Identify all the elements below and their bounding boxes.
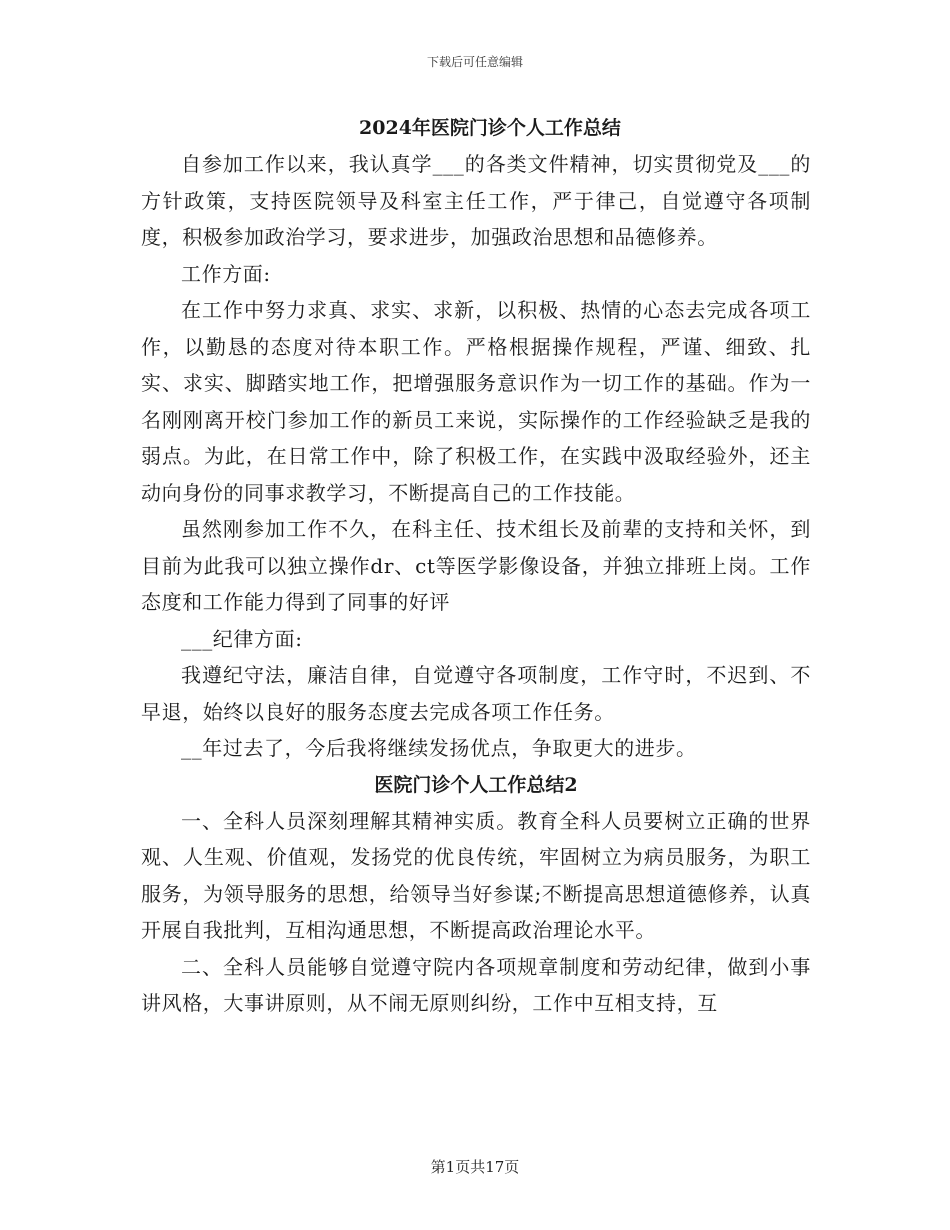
page-number: 第1页共17页 — [430, 1158, 520, 1176]
paragraph: 自参加工作以来，我认真学___的各类文件精神，切实贯彻党及___的方针政策，支持医院领导及科室主任工作，严于律己，自觉遵守各项制度，积极参加政治学习，要求进步，加强政治思想和品德修养。 — [141, 152, 811, 249]
section-title-2: 医院门诊个人工作总结2 — [374, 773, 578, 796]
document-body — [141, 110, 811, 1022]
paragraph: 在工作中努力求真、求实、求新，以积极、热情的心态去完成各项工作，以勤恳的态度对待本职工作。严格根据操作规程，严谨、细致、扎实、求实、脚踏实地工作，把增强服务意识作为一切工作的基础。作为一名刚刚离开校门参加工作的新员工来说，实际操作的工作经验缺乏是我的弱点。为此，在日常工作中，除了积极工作，在实践中汲取经验外，还主动向身份的同事求教学习，不断提高自己的工作技能。 — [141, 298, 811, 505]
paragraph: 我遵纪守法，廉洁自律，自觉遵守各项制度，工作守时，不迟到、不早退，始终以良好的服务态度去完成各项工作任务。 — [141, 663, 811, 724]
section-heading-discipline: ___纪律方面: — [181, 626, 303, 651]
section-heading-work: 工作方面: — [181, 261, 271, 286]
page-header-note: 下载后可任意编辑 — [426, 55, 523, 69]
paragraph: 虽然刚参加工作不久，在科主任、技术组长及前辈的支持和关怀，到目前为此我可以独立操作dr、ct等医学影像设备，并独立排班上岗。工作态度和工作能力得到了同事的好评 — [141, 517, 811, 614]
paragraph: 一、全科人员深刻理解其精神实质。教育全科人员要树立正确的世界观、人生观、价值观，发扬党的优良传统，牢固树立为病员服务，为职工服务，为领导服务的思想，给领导当好参谋;不断提高思想道德修养，认真开展自我批判，互相沟通思想，不断提高政治理论水平。 — [141, 808, 811, 942]
document-title: 2024年医院门诊个人工作总结 — [359, 117, 621, 139]
paragraph: __年过去了，今后我将继续发扬优点，争取更大的进步。 — [181, 736, 697, 760]
paragraph: 二、全科人员能够自觉遵守院内各项规章制度和劳动纪律，做到小事讲风格，大事讲原则，从不闹无原则纠纷，工作中互相支持，互 — [141, 954, 811, 1015]
